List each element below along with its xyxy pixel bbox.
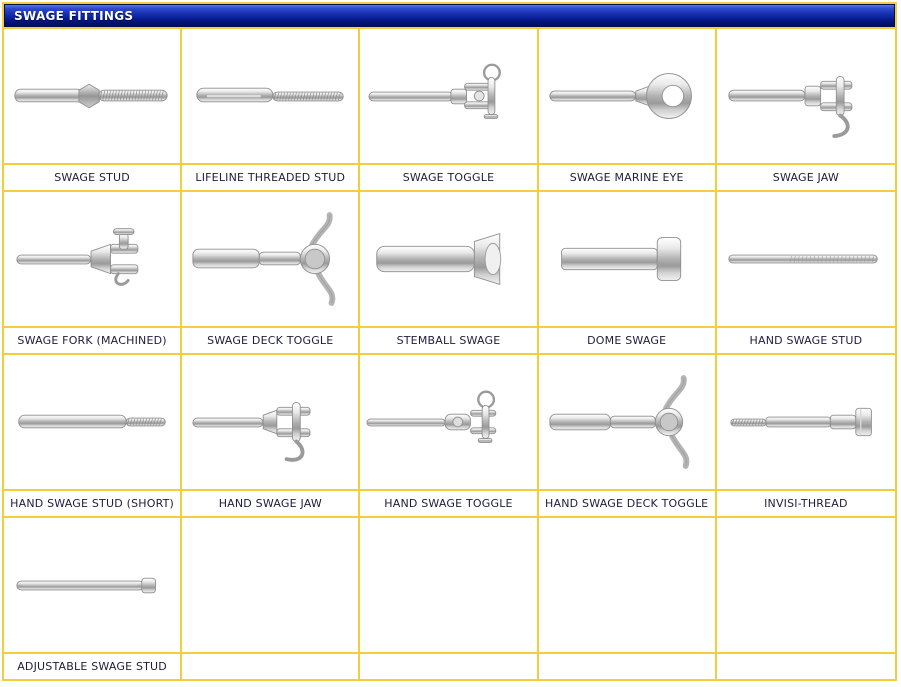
product-label-cell[interactable] bbox=[4, 328, 182, 355]
product-cell-lifeline-threaded-stud[interactable] bbox=[182, 29, 360, 165]
product-cell-swage-toggle[interactable] bbox=[360, 29, 538, 165]
hand-swage-stud-short-image bbox=[9, 363, 175, 481]
product-cell-hand-swage-stud-short[interactable] bbox=[4, 355, 182, 491]
product-label-cell[interactable] bbox=[539, 328, 717, 355]
product-label-cell[interactable] bbox=[4, 165, 182, 192]
product-cell-stemball-swage[interactable] bbox=[360, 192, 538, 328]
stemball-swage-image bbox=[365, 200, 531, 318]
product-cell-swage-jaw[interactable] bbox=[717, 29, 895, 165]
empty-label-cell bbox=[360, 654, 538, 681]
product-cell-hand-swage-deck-toggle[interactable] bbox=[539, 355, 717, 491]
empty-label-cell bbox=[182, 654, 360, 681]
product-label-cell[interactable] bbox=[360, 328, 538, 355]
product-cell-swage-stud[interactable] bbox=[4, 29, 182, 165]
product-label-cell[interactable] bbox=[182, 165, 360, 192]
swage-fittings-panel bbox=[2, 2, 897, 681]
swage-fork-machined-image bbox=[9, 200, 175, 318]
product-label-cell[interactable] bbox=[717, 165, 895, 192]
product-cell-swage-marine-eye[interactable] bbox=[539, 29, 717, 165]
product-cell-adjustable-swage-stud[interactable] bbox=[4, 518, 182, 654]
product-cell-dome-swage[interactable] bbox=[539, 192, 717, 328]
product-label: HAND SWAGE STUD (SHORT) bbox=[10, 496, 175, 510]
swage-stud-image bbox=[9, 37, 175, 155]
product-label: SWAGE STUD bbox=[54, 170, 130, 184]
product-grid bbox=[4, 27, 895, 681]
product-label-cell[interactable] bbox=[717, 328, 895, 355]
product-label-cell[interactable] bbox=[539, 491, 717, 518]
product-label: HAND SWAGE TOGGLE bbox=[384, 496, 513, 510]
invisi-thread-image bbox=[723, 363, 889, 481]
product-cell-hand-swage-jaw[interactable] bbox=[182, 355, 360, 491]
swage-jaw-image bbox=[723, 37, 889, 155]
product-cell-hand-swage-stud[interactable] bbox=[717, 192, 895, 328]
product-cell-hand-swage-toggle[interactable] bbox=[360, 355, 538, 491]
hand-swage-stud-image bbox=[723, 200, 889, 318]
swage-deck-toggle-image bbox=[187, 200, 353, 318]
product-label: SWAGE TOGGLE bbox=[402, 170, 495, 184]
product-label: SWAGE JAW bbox=[772, 170, 839, 184]
product-label: INVISI-THREAD bbox=[764, 496, 848, 510]
product-label: HAND SWAGE STUD bbox=[749, 333, 863, 347]
dome-swage-image bbox=[544, 200, 710, 318]
empty-label-cell bbox=[717, 654, 895, 681]
product-label-cell[interactable] bbox=[539, 165, 717, 192]
product-label-cell[interactable] bbox=[360, 491, 538, 518]
product-cell-swage-fork-machined[interactable] bbox=[4, 192, 182, 328]
empty-cell bbox=[539, 518, 717, 654]
section-title: SWAGE FITTINGS bbox=[14, 8, 134, 23]
product-label-cell[interactable] bbox=[182, 491, 360, 518]
product-label: LIFELINE THREADED STUD bbox=[195, 170, 346, 184]
product-label: DOME SWAGE bbox=[587, 333, 667, 347]
swage-toggle-image bbox=[365, 37, 531, 155]
product-label-cell[interactable] bbox=[182, 328, 360, 355]
product-cell-swage-deck-toggle[interactable] bbox=[182, 192, 360, 328]
empty-cell bbox=[182, 518, 360, 654]
hand-swage-toggle-image bbox=[365, 363, 531, 481]
section-header bbox=[4, 4, 895, 27]
product-label: ADJUSTABLE SWAGE STUD bbox=[17, 659, 167, 673]
product-label: HAND SWAGE JAW bbox=[218, 496, 322, 510]
product-label-cell[interactable] bbox=[4, 654, 182, 681]
swage-marine-eye-image bbox=[544, 37, 710, 155]
hand-swage-jaw-image bbox=[187, 363, 353, 481]
empty-cell bbox=[717, 518, 895, 654]
lifeline-threaded-stud-image bbox=[187, 37, 353, 155]
adjustable-swage-stud-image bbox=[9, 526, 175, 644]
product-label: HAND SWAGE DECK TOGGLE bbox=[545, 496, 709, 510]
empty-cell bbox=[360, 518, 538, 654]
product-label-cell[interactable] bbox=[4, 491, 182, 518]
product-label: SWAGE FORK (MACHINED) bbox=[17, 333, 167, 347]
product-label-cell[interactable] bbox=[717, 491, 895, 518]
product-label-cell[interactable] bbox=[360, 165, 538, 192]
product-cell-invisi-thread[interactable] bbox=[717, 355, 895, 491]
empty-label-cell bbox=[539, 654, 717, 681]
product-label: SWAGE DECK TOGGLE bbox=[207, 333, 334, 347]
hand-swage-deck-toggle-image bbox=[544, 363, 710, 481]
product-label: SWAGE MARINE EYE bbox=[569, 170, 684, 184]
product-label: STEMBALL SWAGE bbox=[396, 333, 501, 347]
